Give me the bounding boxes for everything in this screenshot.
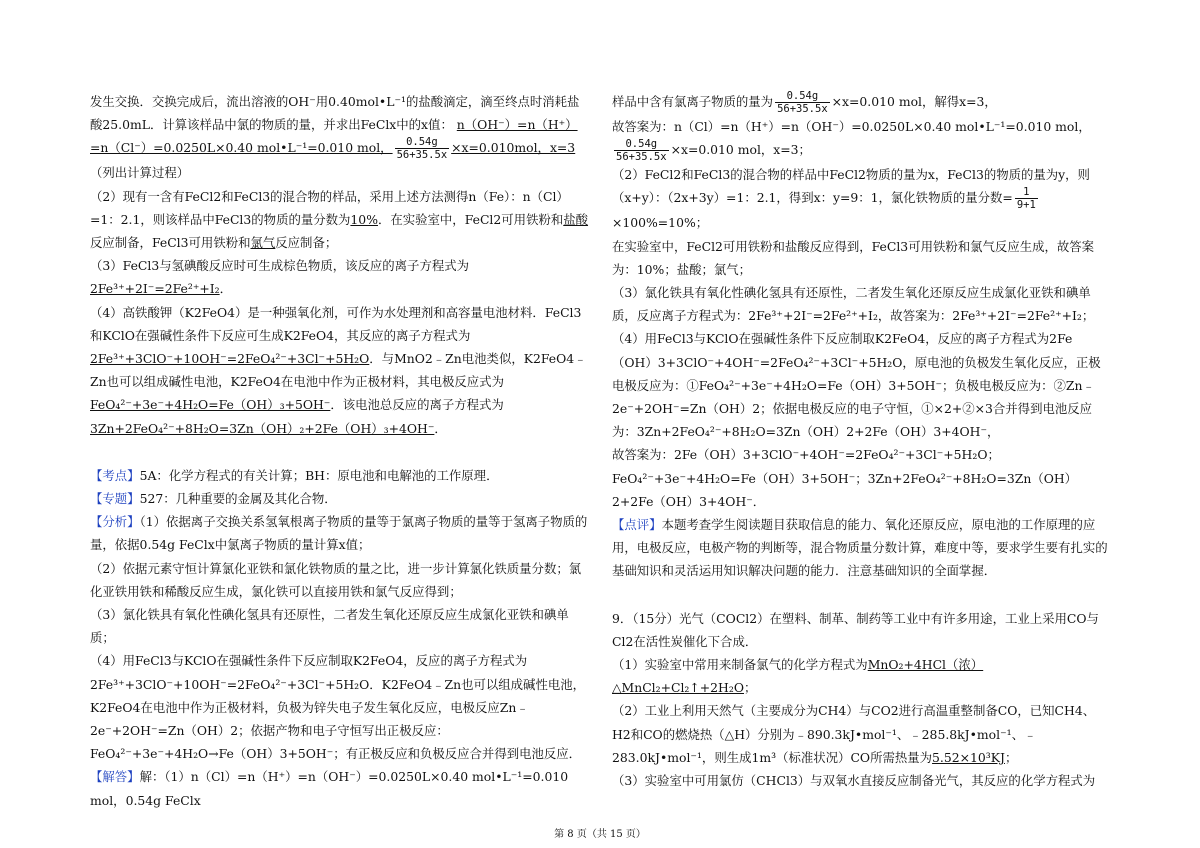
- q8-part1-answer: n（OH⁻）=n（H⁺）=n（Cl⁻）=0.0250L×0.40 mol•L⁻¹=0.010 mol， $\frac{0.54g}{56+35.5x}$ ×x=0.010mol，x=3: [90, 117, 578, 162]
- solution-2-answer: 在实验室中，FeCl2可用铁粉和盐酸反应得到，FeCl3可用铁粉和氯气反应生成，故答案为：10%；盐酸；氯气；: [612, 238, 1095, 277]
- q9-part1: （1）实验室中常用来制备氯气的化学方程式为MnO₂+4HCl（浓）△MnCl₂+Cl₂↑+2H₂O；: [612, 657, 984, 696]
- q8-part4: （4）高铁酸钾（K2FeO4）是一种强氧化剂，可作为水处理剂和高容量电池材料．FeCl3和KClO在强碱性条件下反应可生成K2FeO4，其反应的离子方程式为2Fe³⁺+3ClO⁻+10OH⁻=2FeO₄²⁻+3Cl⁻+5H₂O．与MnO2﹣Zn电池类似，K2FeO4﹣Zn也可以组成碱性电池，K2FeO4在电池中作为正极材料，其电极反应式为FeO₄²⁻+3e⁻+4H₂O=Fe（OH）₃+5OH⁻．该电池总反应的离子方程式为3Zn+2FeO₄²⁻+8H₂O=3Zn（OH）₂+2Fe（OH）₃+4OH⁻．: [90, 304, 587, 436]
- answer-blank: FeO₄²⁻+3e⁻+4H₂O=Fe（OH）₃+5OH⁻: [90, 397, 331, 413]
- q8-part3: （3）FeCl3与氢碘酸反应时可生成棕色物质，该反应的离子方程式为2Fe³⁺+2I⁻=2Fe²⁺+I₂．: [90, 258, 470, 297]
- answer-blank: 3Zn+2FeO₄²⁻+8H₂O=3Zn（OH）₂+2Fe（OH）₃+4OH⁻: [90, 420, 435, 436]
- answer-blank: 2Fe³⁺+3ClO⁻+10OH⁻=2FeO₄²⁻+3Cl⁻+5H₂O: [90, 351, 370, 367]
- q8-part2: （2）现有一含有FeCl2和FeCl3的混合物的样品，采用上述方法测得n（Fe）：n（Cl）=1：2.1，则该样品中FeCl3的物质的量分数为10%．在实验室中，FeCl2可用铁粉和盐酸反应制备，FeCl3可用铁粉和氯气反应制备；: [90, 188, 589, 251]
- right-column: [612, 90, 1110, 792]
- fraction: $\frac{0.54g}{56+35.5x}$: [616, 138, 667, 164]
- answer-blank: 氯气: [250, 235, 276, 251]
- left-column: [90, 90, 590, 812]
- solution-3: （3）氯化铁具有氧化性碘化氢具有还原性，二者发生氧化还原反应生成氯化亚铁和碘单质，反应离子方程式为：2Fe³⁺+2I⁻=2Fe²⁺+I₂，故答案为：2Fe³⁺+2I⁻=2Fe²⁺+I₂；: [612, 285, 1095, 324]
- answer-blank: 5.52×10³KJ: [932, 749, 1005, 765]
- answer-blank: MnO₂+4HCl（浓）△MnCl₂+Cl₂↑+2H₂O: [612, 657, 984, 696]
- solution-4-answer: 故答案为：2Fe（OH）3+3ClO⁻+4OH⁻=2FeO₄²⁻+3Cl⁻+5H₂O；FeO₄²⁻+3e⁻+4H₂O=Fe（OH）3+5OH⁻；3Zn+2FeO₄²⁻+8H₂O=3Zn（OH）2+2Fe（OH）3+4OH⁻．: [612, 447, 1078, 509]
- page-footer: 第 8 页（共 15 页）: [554, 829, 646, 840]
- question-9: 9．（15分）光气（COCl2）在塑料、制革、制药等工业中有许多用途，工业上采用CO与Cl2在活性炭催化下合成．: [612, 610, 1099, 649]
- fraction: $\frac{0.54g}{56+35.5x}$: [777, 90, 828, 115]
- zhuanti: 【专题】527：几种重要的金属及其化合物．: [90, 491, 337, 507]
- fenxi-2: （2）依据元素守恒计算氯化亚铁和氯化铁物质的量之比，进一步计算氯化铁质量分数；氯化亚铁用铁和稀酸反应生成，氯化铁可以直接用铁和氯气反应得到；: [90, 560, 582, 599]
- fraction: $\frac{0.54g}{56+35.5x}$: [396, 136, 448, 162]
- q9-part2: （2）工业上利用天然气（主要成分为CH4）与CO2进行高温重整制备CO，已知CH4、H2和CO的燃烧热（△H）分别为﹣890.3kJ•mol⁻¹、﹣285.8kJ•mol⁻¹、﹣283.0kJ•mol⁻¹，则生成1m³（标准状况）CO所需热量为5.52×10³KJ；: [612, 703, 1096, 765]
- q8-part1-tail: （列出计算过程）: [90, 165, 190, 181]
- fenxi-3: （3）氯化铁具有氧化性碘化氢具有还原性，二者发生氧化还原反应生成氯化亚铁和碘单质；: [90, 607, 569, 646]
- solution-2: （2）FeCl2和FeCl3的混合物的样品中FeCl2物质的量为x，FeCl3的物质的量为y，则（x+y）：（2x+3y）=1：2.1，得到x：y=9：1，氯化铁物质的量分数= $\frac{1}{9+1}$ ×100%=10%；: [612, 167, 1090, 231]
- fenxi-4: （4）用FeCl3与KClO在强碱性条件下反应制取K2FeO4，反应的离子方程式为2Fe³⁺+3ClO⁻+10OH⁻=2FeO₄²⁻+3Cl⁻+5H₂O．K2FeO4﹣Zn也可以组成碱性电池，K2FeO4在电池中作为正极材料，负极为锌失电子发生氧化反应，电极反应Zn﹣2e⁻+2OH⁻=Zn（OH）2；依据产物和电子守恒写出正极反应：FeO₄²⁻+3e⁻+4H₂O→Fe（OH）3+5OH⁻；有正极反应和负极反应合并得到电池反应．: [90, 653, 586, 762]
- kaodian: 【考点】5A：化学方程式的有关计算；BH：原电池和电解池的工作原理．: [90, 467, 499, 483]
- answer-blank: 盐酸: [563, 211, 589, 227]
- solution-1: 样品中含有氯离子物质的量为 $\frac{0.54g}{56+35.5x}$ ×x=0.010 mol，解得x=3，: [612, 90, 997, 115]
- solution-4: （4）用FeCl3与KClO在强碱性条件下反应制取K2FeO4，反应的离子方程式为2Fe（OH）3+3ClO⁻+4OH⁻=2FeO₄²⁻+3Cl⁻+5H₂O，原电池的负极发生氧化反应，正极电极反应为：①FeO₄²⁻+3e⁻+4H₂O=Fe（OH）3+5OH⁻；负极电极反应为：②Zn﹣2e⁻+2OH⁻=Zn（OH）2；依据电极反应的电子守恒，①×2+②×3合并得到电池反应为：3Zn+2FeO₄²⁻+8H₂O=3Zn（OH）2+2Fe（OH）3+4OH⁻，: [612, 331, 1101, 440]
- fraction: $\frac{1}{9+1}$: [1016, 186, 1036, 212]
- answer-blank: 10%: [350, 211, 378, 227]
- q8-part1: [90, 90, 590, 185]
- jieda: 【解答】解：（1）n（Cl）=n（H⁺）=n（OH⁻）=0.0250L×0.40 mol•L⁻¹=0.010 mol，0.54g FeClx: [90, 769, 569, 808]
- q9-part3: （3）实验室中可用氯仿（CHCl3）与双氧水直接反应制备光气，其反应的化学方程式为: [612, 773, 1096, 789]
- answer-blank: 2Fe³⁺+2I⁻=2Fe²⁺+I₂: [90, 281, 220, 297]
- solution-1-answer: 故答案为：n（Cl）=n（H⁺）=n（OH⁻）=0.0250L×0.40 mol•L⁻¹=0.010 mol， $\frac{0.54g}{56+35.5x}$ ×x=0.010 mol，x=3；: [612, 119, 1091, 164]
- fenxi: 【分析】（1）依据离子交换关系氢氧根离子物质的量等于氯离子物质的量等于氢离子物质的量，依据0.54g FeClx中氯离子物质的量计算x值；: [90, 514, 588, 553]
- dianping: 【点评】本题考查学生阅读题目获取信息的能力、氧化还原反应，原电池的工作原理的应用，电极反应，电极产物的判断等，混合物质量分数计算，难度中等，要求学生要有扎实的基础知识和灵活运用知识解决问题的能力．注意基础知识的全面掌握．: [612, 517, 1108, 579]
- q8-part1-text: 发生交换．交换完成后，流出溶液的OH⁻用0.40mol•L⁻¹的盐酸滴定，滴至终点时消耗盐酸25.0mL．计算该样品中氯的物质的量，并求出FeClx中的x值：: [90, 94, 580, 133]
